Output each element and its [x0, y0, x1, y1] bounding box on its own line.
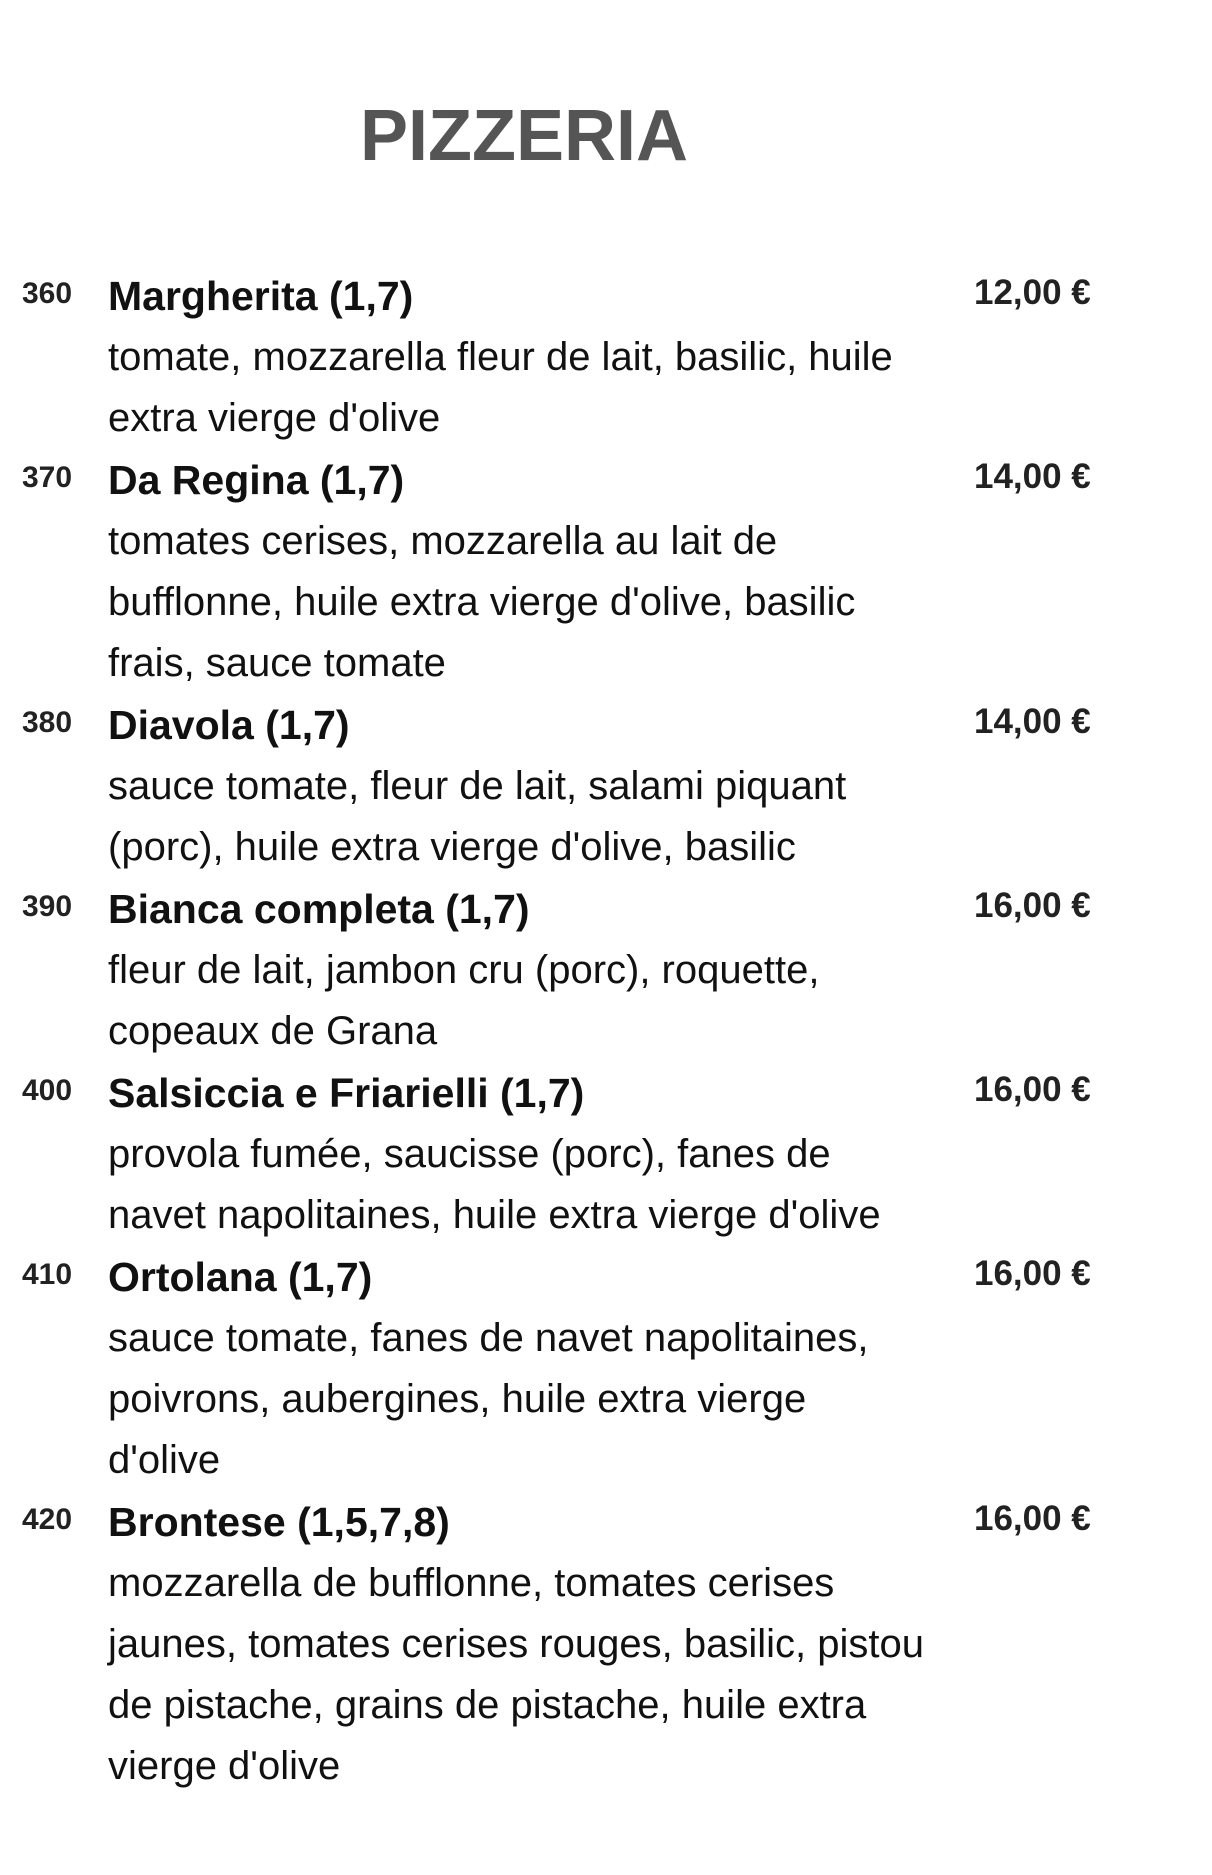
menu-item: [0, 694, 1212, 878]
item-price: 12,00 €: [974, 273, 1091, 312]
item-price: 14,00 €: [974, 702, 1091, 741]
item-name: Margherita (1,7): [108, 273, 414, 319]
item-description: tomates cerises, mozzarella au lait de bufflonne, huile extra vierge d'olive, basilic frais, sauce tomate: [108, 519, 856, 685]
item-price: 16,00 €: [974, 1499, 1091, 1538]
item-number: 410: [22, 1258, 73, 1291]
menu-item: [0, 878, 1212, 1062]
item-description: sauce tomate, fanes de navet napolitaines, poivrons, aubergines, huile extra vierge d'olive: [108, 1316, 869, 1482]
item-number: 380: [22, 706, 73, 739]
menu-item: [0, 1491, 1212, 1797]
item-number: 370: [22, 461, 73, 494]
item-price: 16,00 €: [974, 1070, 1091, 1109]
item-price: 16,00 €: [974, 1254, 1091, 1293]
item-number: 360: [22, 277, 73, 310]
item-description: fleur de lait, jambon cru (porc), roquette, copeaux de Grana: [108, 948, 820, 1053]
item-name: Diavola (1,7): [108, 702, 350, 748]
item-name: Brontese (1,5,7,8): [108, 1499, 450, 1545]
menu-item: [0, 1246, 1212, 1491]
item-description: sauce tomate, fleur de lait, salami piquant (porc), huile extra vierge d'olive, basilic: [108, 764, 847, 869]
item-price: 14,00 €: [974, 457, 1091, 496]
menu-item: [0, 1062, 1212, 1246]
item-number: 400: [22, 1074, 73, 1107]
menu-item: [0, 265, 1212, 449]
item-description: mozzarella de bufflonne, tomates cerises jaunes, tomates cerises rouges, basilic, pistou de pistache, grains de pistache, huile extra vierge d'olive: [108, 1561, 924, 1788]
page-title: PIZZERIA: [360, 96, 689, 176]
item-name: Salsiccia e Friarielli (1,7): [108, 1070, 585, 1116]
menu-item: [0, 449, 1212, 694]
menu-list: [0, 265, 1212, 1797]
item-description: tomate, mozzarella fleur de lait, basilic, huile extra vierge d'olive: [108, 335, 893, 440]
item-name: Da Regina (1,7): [108, 457, 405, 503]
item-name: Bianca completa (1,7): [108, 886, 530, 932]
item-name: Ortolana (1,7): [108, 1254, 373, 1300]
item-price: 16,00 €: [974, 886, 1091, 925]
item-number: 390: [22, 890, 73, 923]
item-number: 420: [22, 1503, 73, 1536]
item-description: provola fumée, saucisse (porc), fanes de navet napolitaines, huile extra vierge d'olive: [108, 1132, 881, 1237]
